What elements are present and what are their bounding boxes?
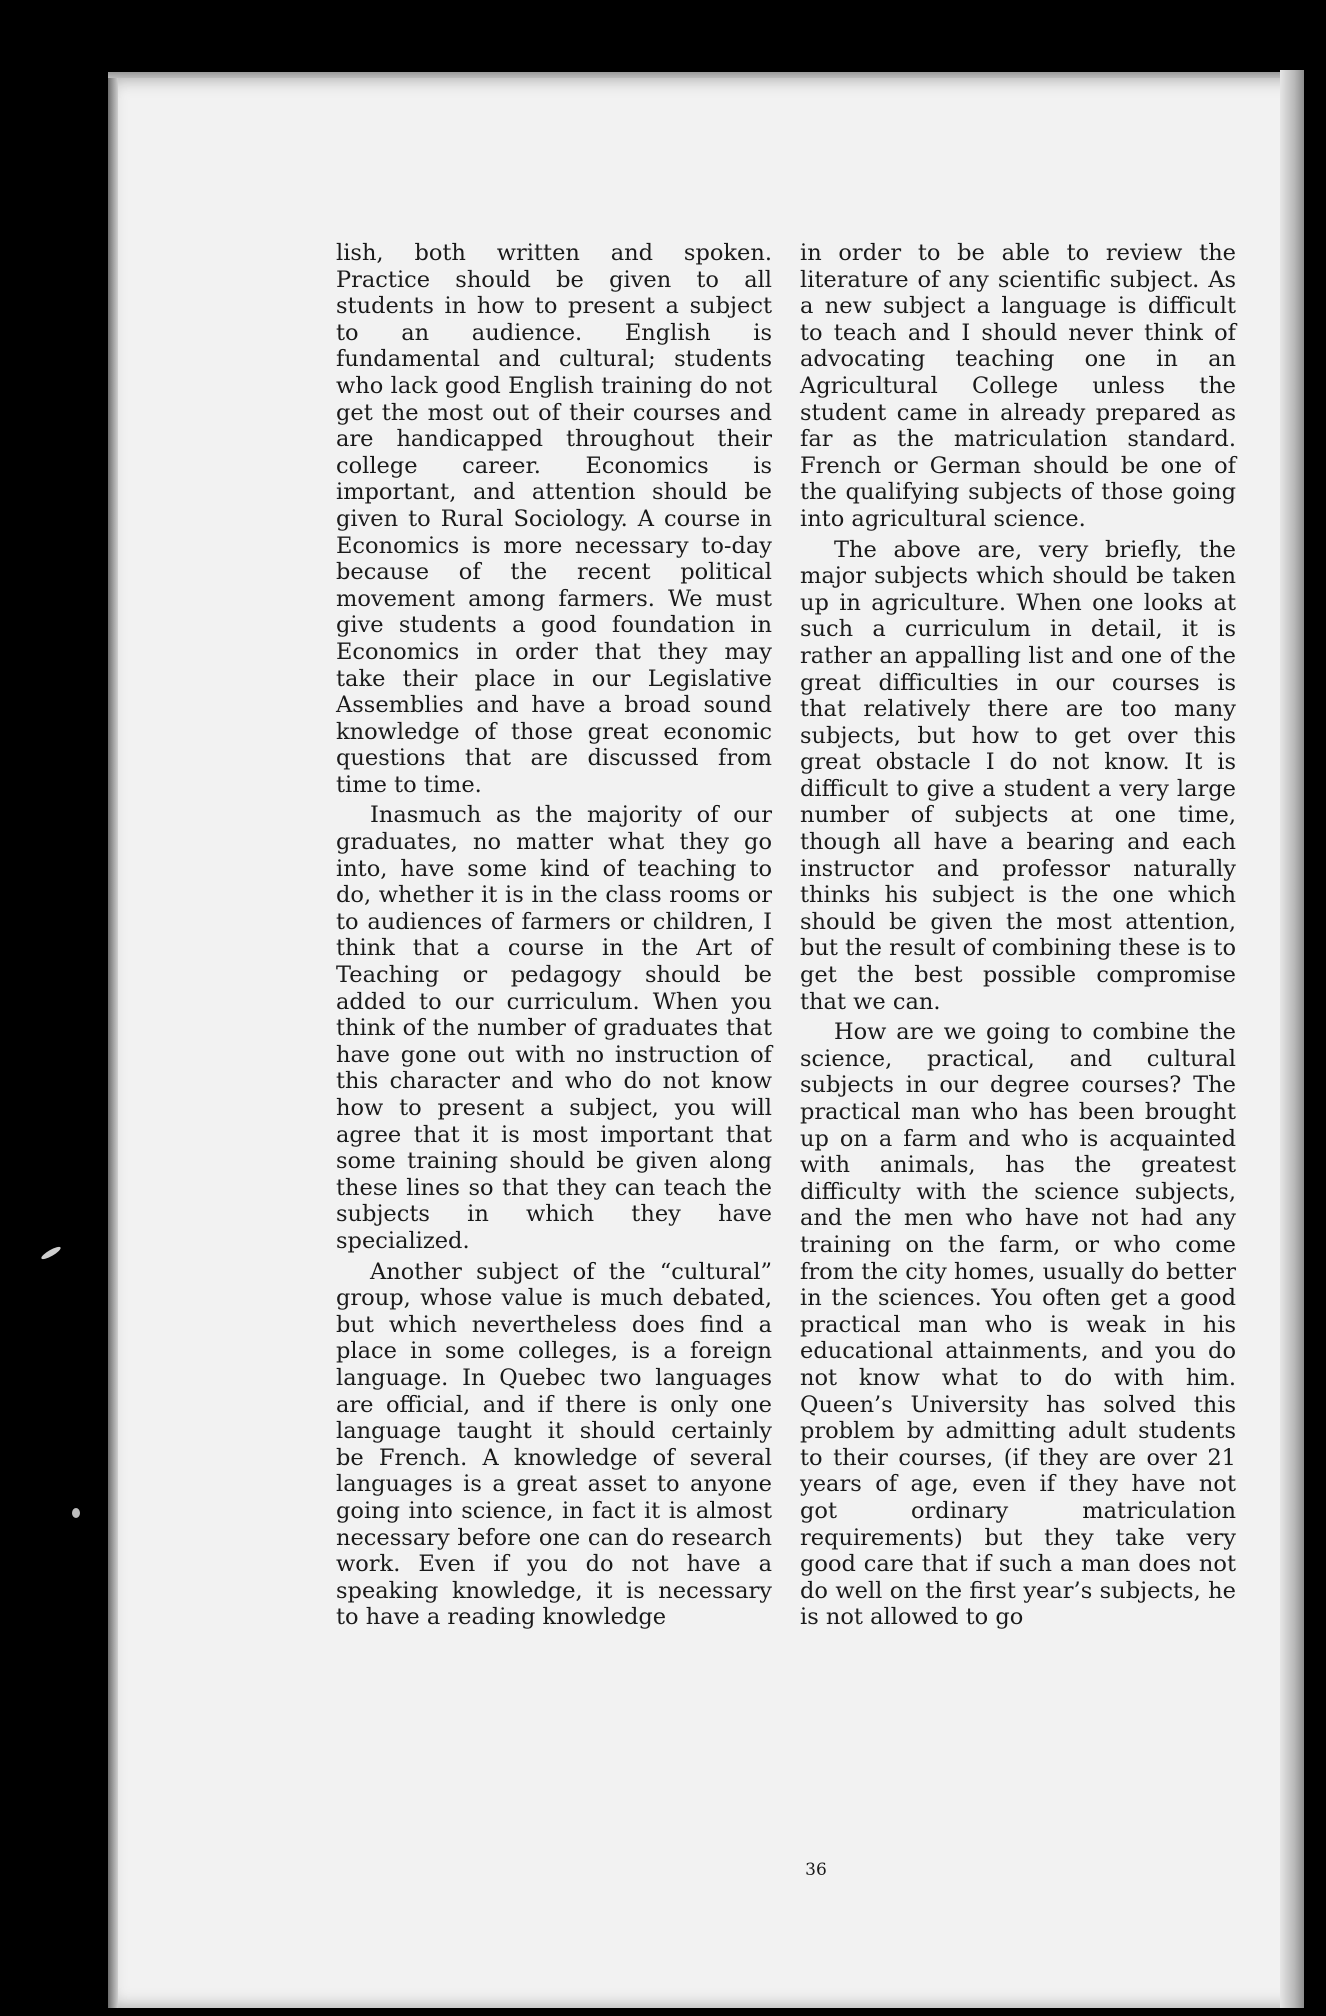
paragraph: in order to be able to review the literature of any scientific subject. As a new subject a language is difficult to teach and I should never think of advocating teaching one in an Agricultural College unless the student came in already prepared as far as the matriculation standard. French or German should be one of the qualifying subjects of those going into agricultural science. [800, 240, 1236, 532]
ink-speck [40, 1245, 62, 1261]
page-left-edge [108, 78, 118, 2008]
left-text-column [336, 240, 772, 1631]
page-right-edge [1280, 70, 1304, 2008]
paragraph: How are we going to combine the science, practical, and cultural subjects in our degree courses? The practical man who has been brought up on a farm and who is acquainted with animals, has the greatest difficulty with the science subjects, and the men who have not had any training on the farm, or who come from the city homes, usually do better in the sciences. You often get a good practical man who is weak in his educational attainments, and you do not know what to do with him. Queen’s University has solved this problem by admitting adult students to their courses, (if they are over 21 years of age, even if they have not got ordinary matriculation requirements) but they take very good care that if such a man does not do well on the first year’s subjects, he is not allowed to go [800, 1019, 1236, 1631]
ink-speck [72, 1508, 80, 1518]
paragraph: lish, both written and spoken. Practice should be given to all students in how to present a subject to an audience. English is fundamental and cultural; students who lack good English training do not get the most out of their courses and are handicapped throughout their college career. Economics is important, and attention should be given to Rural Sociology. A course in Economics is more necessary to-day because of the recent political movement among farmers. We must give students a good foundation in Economics in order that they may take their place in our Legislative Assemblies and have a broad sound knowledge of those great economic questions that are discussed from time to time. [336, 240, 772, 798]
paragraph: The above are, very briefly, the major subjects which should be taken up in agriculture. When one looks at such a curriculum in detail, it is rather an appalling list and one of the great difficulties in our courses is that relatively there are too many subjects, but how to get over this great obstacle I do not know. It is difficult to give a student a very large number of subjects at one time, though all have a bearing and each instructor and professor naturally thinks his subject is the one which should be given the most attention, but the result of combining these is to get the best possible compromise that we can. [800, 536, 1236, 1015]
paragraph: Inasmuch as the majority of our graduates, no matter what they go into, have some kind of teaching to do, whether it is in the class rooms or to audiences of farmers or children, I think that a course in the Art of Teaching or pedagogy should be added to our curriculum. When you think of the number of graduates that have gone out with no instruction of this character and who do not know how to present a subject, you will agree that it is most important that some training should be given along these lines so that they can teach the subjects in which they have specialized. [336, 802, 772, 1254]
paragraph: Another subject of the “cultural” group, whose value is much debated, but which nevertheless does find a place in some colleges, is a foreign language. In Quebec two languages are official, and if there is only one language taught it should certainly be French. A knowledge of several languages is a great asset to anyone going into science, in fact it is almost necessary before one can do research work. Even if you do not have a speaking knowledge, it is necessary to have a reading knowledge [336, 1258, 772, 1631]
right-text-column [800, 240, 1236, 1631]
page-number: 36 [805, 1860, 827, 1880]
